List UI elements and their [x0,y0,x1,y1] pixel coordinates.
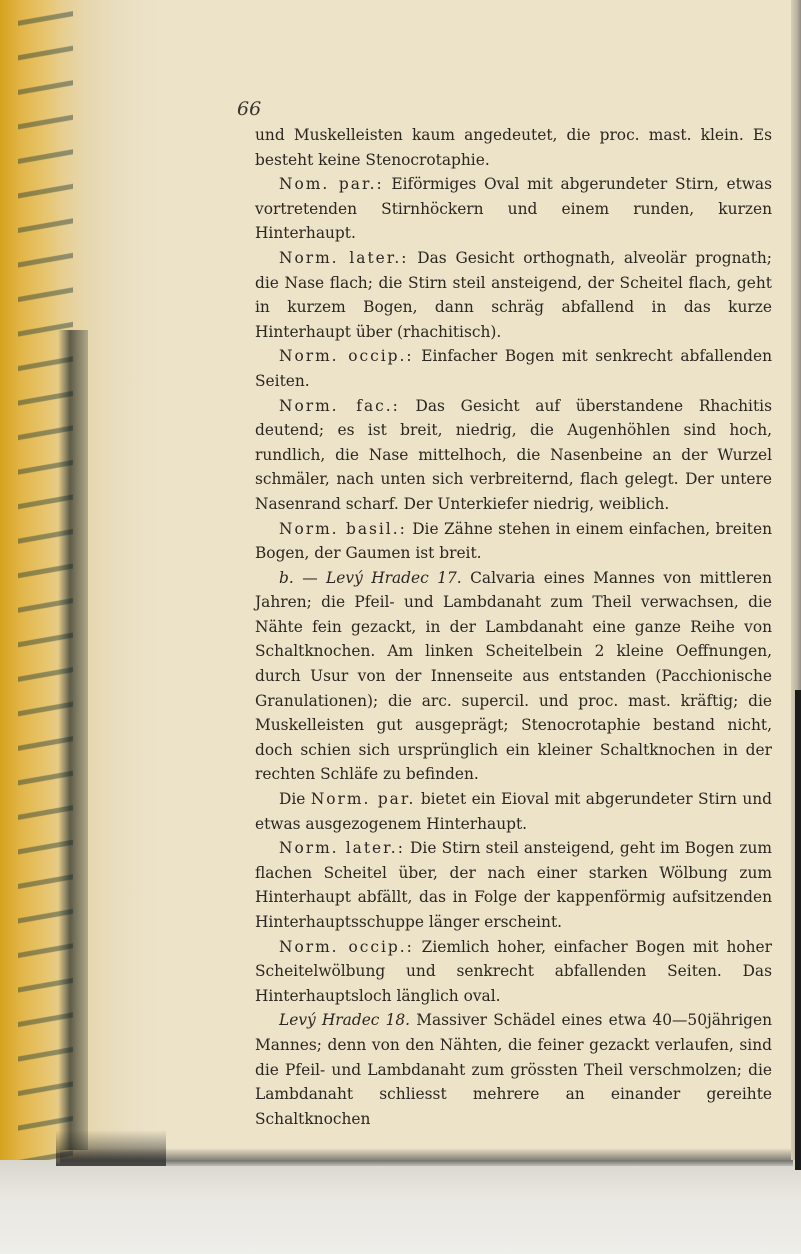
text-run: Die Zähne stehen in einem einfachen, breiten Bogen, der Gaumen ist breit. [255,519,772,563]
paragraph [255,836,772,934]
section-label: Norm. par. [310,790,416,809]
text-run: — [293,568,327,587]
paragraph [255,787,772,836]
italic-heading: Levý Hradec 18. [279,1011,411,1030]
text-run: Das Gesicht auf überstandene Rhachitis deutend; es ist breit, niedrig, die Augenhöhlen sind hoch, rundlich, die Nase mittelhoch, die Nasenbeine an der Wurzel schmäler, nach unten sich verbreiternd, flach gelegt. Der untere Nasenrand scharf. Der Unterkiefer niedrig, weiblich. [255,396,772,513]
section-label: Norm. basil.: [279,519,407,538]
text-run: Einfacher Bogen mit senkrecht abfallenden Seiten. [255,347,772,390]
section-label: Norm. later.: [279,839,405,858]
paragraph [255,246,772,344]
paragraph [255,566,772,787]
section-label: Norm. fac.: [279,396,400,415]
paragraph [255,935,772,1009]
section-label: Norm. later.: [279,248,409,267]
italic-heading: Levý Hradec 17. [326,568,462,587]
page-right-edge-shadow [795,690,801,1170]
page-bottom-edge [60,1148,793,1166]
text-run: Ziemlich hoher, einfacher Bogen mit hoher Scheitelwölbung und senkrecht abfallenden Seiten. Das Hinterhauptsloch länglich oval. [255,937,772,1005]
section-label: Norm. occip.: [279,347,414,366]
body-text [255,123,772,1131]
italic-heading: b. [279,568,294,587]
section-label: Norm. occip.: [279,937,414,956]
text-run: Calvaria eines Mannes von mittleren Jahren; die Pfeil- und Lambdanaht zum Theil verwachsen, die Nähte fein gezackt, in der Lambdanaht eine ganze Reihe von Schaltknochen. Am linken Scheitelbein 2 kleine Oeffnungen, durch Usur von der Innenseite aus entstanden (Pacchionische Granulationen); die arc. supercil. und proc. mast. kräftig; die Muskelleisten gut ausgeprägt; Stenocrotaphie bestand nicht, doch schien sich ursprünglich ein kleiner Schaltknochen in der rechten Schläfe zu befinden. [255,568,772,784]
section-label: Nom. par.: [279,175,384,194]
paragraph [255,123,772,172]
text-run: bietet ein Eioval mit abgerundeter Stirn und etwas ausgezogenem Hinterhaupt. [255,790,773,833]
page-number: 66 [237,98,262,120]
text-run: Massiver Schädel eines etwa 40—50jährigen Mannes; denn von den Nähten, die feiner gezackt verlaufen, sind die Pfeil- und Lambdanaht zum grössten Theil verschmolzen; die Lambdanaht schliesst mehrere an einander gereihte Schaltknochen [255,1011,772,1128]
text-run: und Muskelleisten kaum angedeutet, die proc. mast. klein. Es besteht keine Stenocrotaphie. [255,126,772,169]
text-run: Das Gesicht orthognath, alveolär prognath; die Nase flach; die Stirn steil ansteigend, der Scheitel flach, geht in kurzem Bogen, dann schräg abfallend in das kurze Hinterhaupt über (rhachitisch). [255,248,772,341]
paragraph [255,517,772,566]
binding-shadow [58,330,88,1150]
paragraph [255,344,772,393]
paragraph [255,394,772,517]
background-surface [0,1160,801,1254]
text-run: Die Stirn steil ansteigend, geht im Bogen zum flachen Scheitel über, der nach einer starken Wölbung zum Hinterhaupt abfällt, das in Folge der kappenförmig aufsitzenden Hinterhauptsschuppe länger erscheint. [255,839,773,931]
text-run: Die [279,790,311,809]
paragraph [255,1008,772,1131]
text-run: Eiförmiges Oval mit abgerundeter Stirn, etwas vortretenden Stirnhöckern und einem runden, kurzen Hinterhaupt. [255,175,773,243]
paragraph [255,172,772,246]
